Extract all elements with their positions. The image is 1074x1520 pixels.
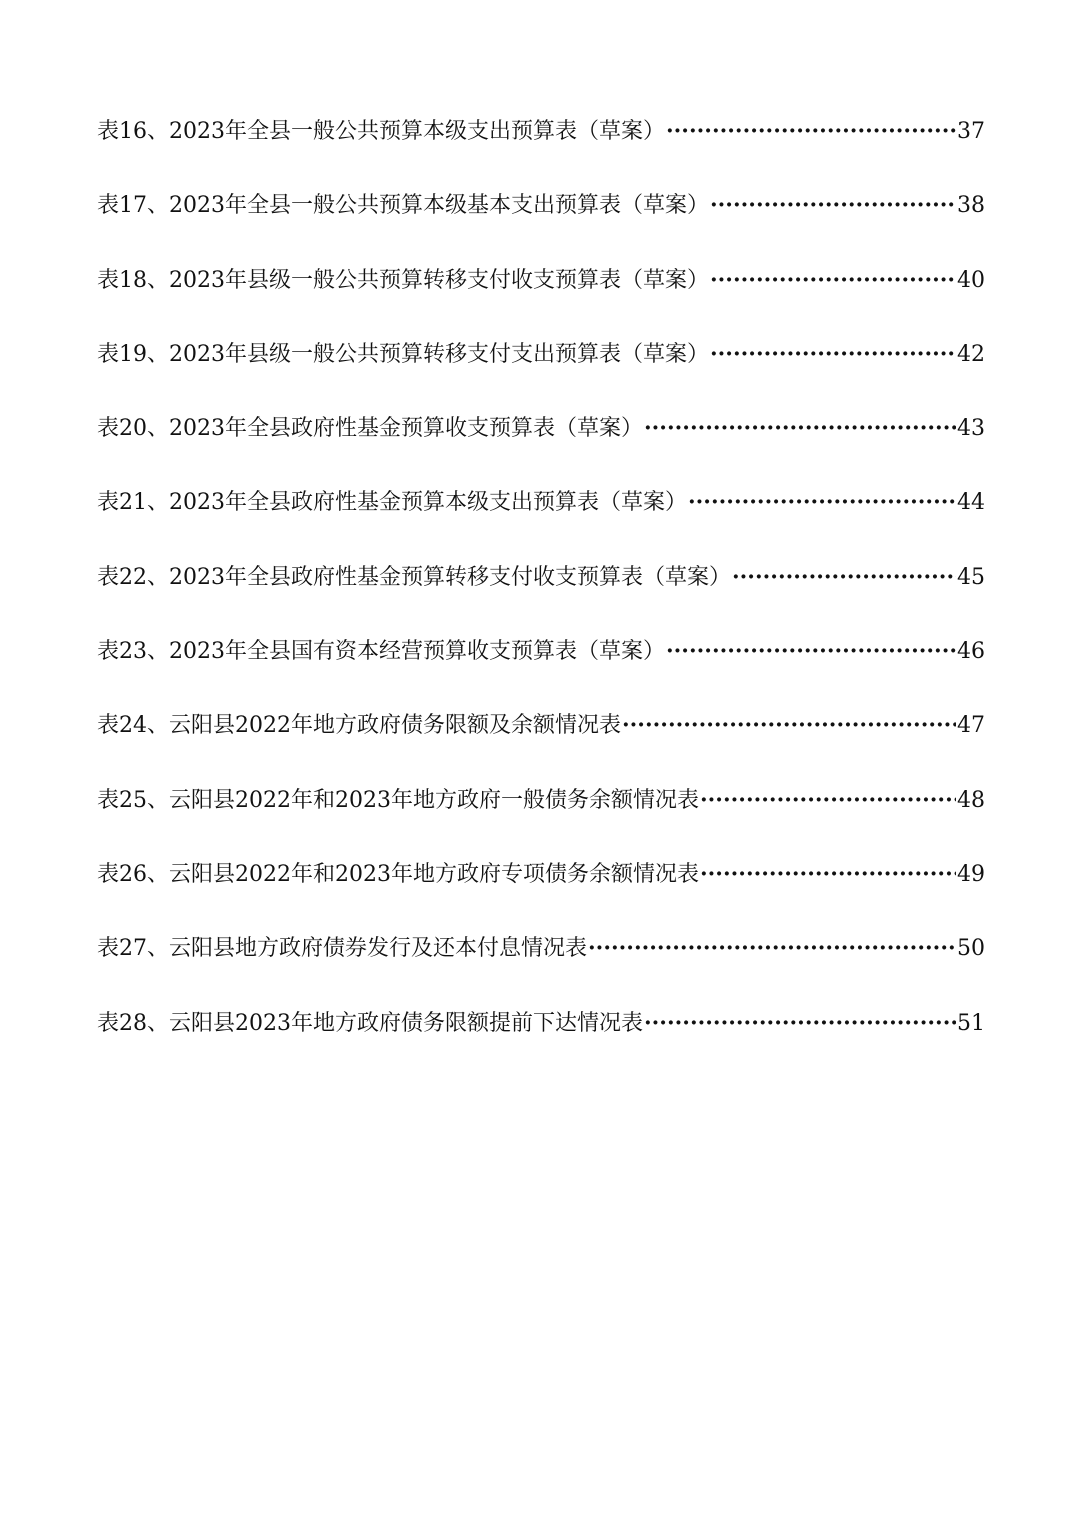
dot-leader [666,638,956,664]
dot-leader [710,267,956,293]
toc-entry-title: 表27、云阳县地方政府债券发行及还本付息情况表 [97,936,587,962]
dot-leader [732,564,956,590]
dot-leader [644,415,956,441]
toc-entry-24[interactable] [97,708,985,782]
dot-leader [644,1010,956,1036]
toc-entry-23[interactable] [97,634,985,708]
toc-entry-title: 表19、2023年县级一般公共预算转移支付支出预算表（草案） [97,341,709,367]
dot-leader [688,489,956,515]
toc-entry-title: 表28、云阳县2023年地方政府债务限额提前下达情况表 [97,1010,643,1036]
toc-entry-page-number: 47 [957,713,985,739]
toc-entry-title: 表23、2023年全县国有资本经营预算收支预算表（草案） [97,639,665,665]
toc-entry-page-number: 45 [957,564,985,590]
toc-entry-16[interactable] [97,114,985,188]
toc-entry-title: 表16、2023年全县一般公共预算本级支出预算表（草案） [97,119,665,144]
toc-entry-page-number: 43 [957,416,985,442]
toc-entry-page-number: 50 [957,936,985,962]
table-of-contents [97,114,985,1080]
toc-entry-26[interactable] [97,857,985,931]
toc-entry-title: 表25、云阳县2022年和2023年地方政府一般债务余额情况表 [97,787,699,813]
toc-entry-25[interactable] [97,783,985,857]
toc-entry-page-number: 46 [957,639,985,665]
toc-entry-title: 表26、云阳县2022年和2023年地方政府专项债务余额情况表 [97,861,699,887]
toc-entry-title: 表17、2023年全县一般公共预算本级基本支出预算表（草案） [97,193,709,219]
toc-entry-17[interactable] [97,188,985,262]
toc-entry-page-number: 42 [957,341,985,367]
toc-entry-page-number: 40 [957,267,985,293]
dot-leader [666,118,956,144]
toc-entry-20[interactable] [97,411,985,485]
toc-entry-title: 表21、2023年全县政府性基金预算本级支出预算表（草案） [97,490,687,516]
toc-entry-28[interactable] [97,1006,985,1080]
toc-entry-page-number: 37 [957,119,985,144]
dot-leader [710,341,956,367]
toc-entry-22[interactable] [97,560,985,634]
dot-leader [710,192,956,218]
toc-entry-27[interactable] [97,931,985,1005]
toc-entry-21[interactable] [97,485,985,559]
toc-entry-page-number: 51 [957,1010,985,1036]
toc-entry-title: 表22、2023年全县政府性基金预算转移支付收支预算表（草案） [97,564,731,590]
toc-entry-page-number: 49 [957,861,985,887]
toc-entry-page-number: 48 [957,787,985,813]
toc-entry-page-number: 44 [957,490,985,516]
toc-entry-19[interactable] [97,337,985,411]
dot-leader [700,787,956,813]
toc-entry-18[interactable] [97,263,985,337]
dot-leader [588,935,956,961]
toc-entry-title: 表20、2023年全县政府性基金预算收支预算表（草案） [97,416,643,442]
toc-entry-title: 表18、2023年县级一般公共预算转移支付收支预算表（草案） [97,267,709,293]
toc-entry-page-number: 38 [957,193,985,219]
toc-entry-title: 表24、云阳县2022年地方政府债务限额及余额情况表 [97,713,621,739]
dot-leader [622,712,956,738]
dot-leader [700,861,956,887]
